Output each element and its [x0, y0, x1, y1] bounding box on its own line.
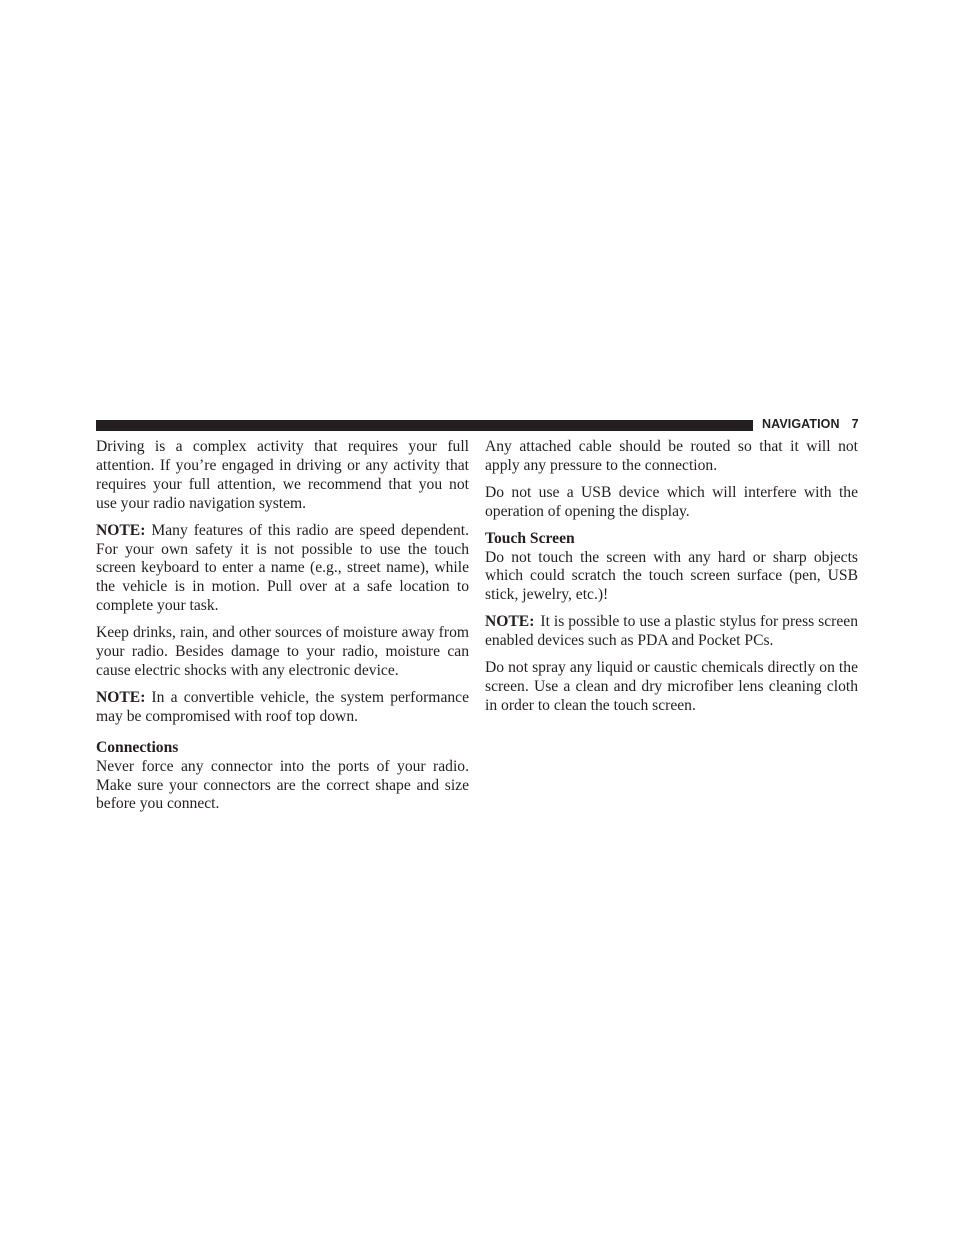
note-label: NOTE: — [96, 521, 146, 539]
note-text: Many features of this radio are speed dependent. For your own safety it is not possible to use the touch screen keyboard to enter a name (e.g., street name), while the vehicle is in motion. Pull over at a safe location to complete your task. — [96, 521, 469, 615]
heading-touch-screen: Touch Screen — [485, 529, 575, 547]
paragraph-driving: Driving is a complex activity that requires your full attention. If you’re engaged in driving or any activity that requires your full attention, we recommend that you not use your radio navigation system. — [96, 438, 469, 512]
note-label: NOTE: — [485, 613, 535, 631]
running-header — [762, 417, 859, 431]
note-label: NOTE: — [96, 688, 146, 706]
note-text: In a convertible vehicle, the system performance may be compromised with roof top down. — [96, 688, 469, 725]
header-rule — [96, 420, 753, 431]
paragraph-cable: Any attached cable should be routed so that it will not apply any pressure to the connection. — [485, 438, 858, 474]
note-stylus — [485, 613, 858, 651]
heading-connections: Connections — [96, 738, 179, 756]
paragraph-moisture: Keep drinks, rain, and other sources of moisture away from your radio. Besides damage to your radio, moisture can cause electric shocks with any electronic device. — [96, 624, 469, 679]
note-convertible — [96, 689, 469, 727]
paragraph-connections: Never force any connector into the ports of your radio. Make sure your connectors are the correct shape and size before you connect. — [96, 757, 469, 813]
note-text: It is possible to use a plastic stylus for press screen enabled devices such as PDA and Pocket PCs. — [485, 613, 858, 650]
note-speed-dependent — [96, 522, 469, 617]
page-number: 7 — [851, 417, 859, 431]
paragraph-cleaning: Do not spray any liquid or caustic chemicals directly on the screen. Use a clean and dry microfiber lens cleaning cloth in order to clean the touch screen. — [485, 659, 858, 714]
paragraph-touch-screen: Do not touch the screen with any hard or sharp objects which could scratch the touch screen surface (pen, USB stick, jewelry, etc.)! — [485, 548, 858, 604]
section-title: NAVIGATION — [762, 417, 840, 431]
right-column — [485, 438, 858, 724]
paragraph-usb: Do not use a USB device which will interfere with the operation of opening the display. — [485, 483, 858, 520]
left-column — [96, 438, 469, 814]
